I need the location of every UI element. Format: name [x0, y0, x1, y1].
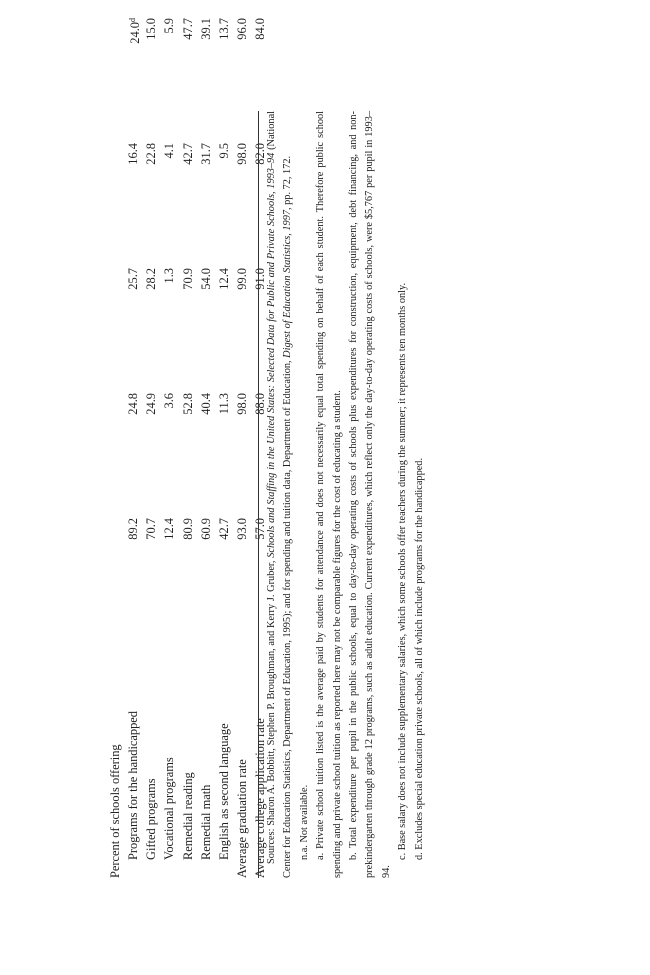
- table-cell: [123, 393, 143, 493]
- table-cell: [178, 518, 198, 618]
- cell-value: 98.0: [235, 393, 250, 415]
- table-cell: [141, 393, 161, 493]
- cell-value: 82.0: [253, 143, 268, 165]
- table-cell: [232, 18, 252, 118]
- cell-value: 98.0: [235, 143, 250, 165]
- cell-value: 25.7: [126, 268, 140, 290]
- row-label: Gifted programs: [144, 778, 159, 860]
- cell-value: 96.0: [235, 18, 250, 40]
- table-cell: [196, 518, 216, 618]
- table-cell: [232, 393, 252, 493]
- cell-value: 22.8: [144, 143, 159, 165]
- table-cell: [178, 18, 198, 118]
- table-cell: [159, 268, 179, 368]
- cell-value: 84.0: [253, 18, 268, 40]
- table-cell: [159, 518, 179, 618]
- cell-value: 39.1: [198, 18, 213, 40]
- cell-value: 12.4: [162, 518, 177, 540]
- cell-value: 9.5: [217, 143, 231, 159]
- cell-value: 24.8: [126, 393, 140, 415]
- table-cell: [141, 518, 161, 618]
- cell-value: 42.7: [180, 143, 195, 165]
- row-label: English as second language: [217, 723, 231, 860]
- cell-value: 31.7: [198, 143, 213, 165]
- cell-value: 12.4: [217, 268, 231, 290]
- table-cell: [178, 393, 198, 493]
- table-cell: [196, 18, 216, 118]
- cell-value: 88.0: [253, 393, 268, 415]
- cell-value: 70.9: [180, 268, 195, 290]
- table-cell: [214, 268, 234, 368]
- cell-value: 89.2: [126, 518, 140, 540]
- table-cell: [178, 268, 198, 368]
- table-cell: [232, 268, 252, 368]
- cell-value: 1.3: [162, 268, 177, 284]
- cell-value: 5.9: [162, 18, 177, 34]
- table-bottom-rule: [258, 111, 259, 878]
- cell-value: 24.9: [144, 393, 159, 415]
- cell-value: 57.0: [253, 518, 268, 540]
- table-cell: [141, 268, 161, 368]
- sources-title-2: Digest of Education Statistics, 1997: [282, 209, 294, 358]
- sources-title-1: Schools and Staffing in the United States: Selected Data for Public and Private Schools, 1993–94: [266, 152, 277, 558]
- cell-value: 40.4: [198, 393, 213, 415]
- note-na: n.a. Not available.: [298, 784, 310, 860]
- cell-value: 3.6: [162, 393, 177, 409]
- cell-value: 16.4: [126, 143, 140, 165]
- table-cell: [178, 143, 198, 243]
- cell-value: 4.1: [162, 143, 177, 159]
- cell-value: 99.0: [235, 268, 250, 290]
- row-label: Average college application rate: [253, 718, 268, 878]
- cell-value: 11.3: [217, 393, 231, 415]
- cell-value: 60.9: [198, 518, 213, 540]
- table-cell: [141, 18, 161, 118]
- table-cell: [214, 143, 234, 243]
- table-cell: [196, 143, 216, 243]
- table-cell: [123, 518, 143, 618]
- table-cell: [159, 143, 179, 243]
- footnote-marker: d: [128, 18, 137, 22]
- table-cell: [232, 518, 252, 618]
- note-a: a. Private school tuition listed is the average paid by students for attendance and does not necessarily equal total spending on behalf of each student. Therefore public school spending and private school tuition as reported here may not be comparable figures for the cost of educating a student.: [315, 111, 343, 878]
- row-label: Remedial reading: [180, 772, 195, 860]
- row-label: Programs for the handicapped: [126, 711, 140, 860]
- table-cell: [123, 268, 143, 368]
- table-cell: [214, 393, 234, 493]
- table-cell: [214, 518, 234, 618]
- row-label: Average graduation rate: [235, 759, 250, 878]
- note-c: c. Base salary does not include supplementary salaries, which some schools offer teachers during the summer; it represents ten months only.: [397, 282, 409, 860]
- cell-value: 24.0: [128, 22, 142, 44]
- row-label: Vocational programs: [162, 757, 177, 860]
- cell-value: 54.0: [198, 268, 213, 290]
- table-cell: [196, 393, 216, 493]
- cell-value: 47.7: [180, 18, 195, 40]
- cell-value: 42.7: [217, 518, 231, 540]
- table-cell: [159, 18, 179, 118]
- cell-value: 93.0: [235, 518, 250, 540]
- note-b: b. Total expenditure per pupil in the public schools, equal to day-to-day operating costs of schools plus expenditures for construction, equipment, debt financing, and non-prekindergarten through grade 12 programs, such as adult education. Current expenditures, which reflect only the day-to-day operating costs of schools, were $5,767 per pupil in 1993–94.: [348, 111, 392, 878]
- sources-note: Sources: Sharon A. Bobbitt, Stephen P. Broughman, and Kerry J. Gruber, Schools and Staffing in the United States: Selected Data for Public and Private Schools, 1993–94 (National Center for Education Statistics, Department of Education, 1995); and for spending and tuition data, Department of Education, Digest of Education Statistics, 1997, pp. 72, 172.: [266, 111, 294, 878]
- cell-value: 15.0: [144, 18, 159, 40]
- table-cell: [123, 143, 143, 243]
- table-cell: [141, 143, 161, 243]
- table-cell: [250, 18, 270, 118]
- rotated-page: Percent of schools offering Programs for the handicapped 89.2 24.8 25.7 16.4 24.0$^d$ Gifted programs 70.7 24.9 28.2 22.8 15.0 Vocational programs 12.4 3.6 1.3 4.1 5.9 Remedial reading 80.9 52.8 70.9 42.7 47.7 Remedial math 60.9 40.4 54.0 31.7 39.1 English as second language 42.7 11.3 12.4 9.5 13.7 Average graduation rate 93.0 98.0 99.0 98.0 96.0 Average college application rate 57.0 88.0 91.0 82.0 84.0 Sources: Sharon A. Bobbitt, Stephen P. Broughman, and Kerry J. Gruber, Schools and Staffing in the United States: Selected Data for Public and Private Schools, 1993–94 (National Center for Education Statistics, Department of Education, 1995); and for spending and tuition data, Department of Education, Digest of Education Statistics, 1997, pp. 72, 172. n.a. Not available. a. Private school tuition listed is the average paid by students for attendance and does not necessarily equal total spending on behalf of each student. Therefore public school spending and private school tuition as reported here may not be comparable figures for the cost of educating a student. b. Total expenditure per pupil in the public schools, equal to day-to-day operating costs of schools plus expenditures for construction, equipment, debt financing, and non-prekindergarten through grade 12 programs, such as adult education. Current expenditures, which reflect only the day-to-day operating costs of schools, were $5,767 per pupil in 1993–94. c. Base salary does not include supplementary salaries, which some schools offer teachers during the summer; it represents ten months only. d. Excludes special education private schools, all of which include programs for the handicapped.: [0, 0, 650, 975]
- cell-value: 70.7: [144, 518, 159, 540]
- table-cell: [196, 268, 216, 368]
- cell-value: 80.9: [180, 518, 195, 540]
- table-cell: [232, 143, 252, 243]
- cell-value: 28.2: [144, 268, 159, 290]
- cell-value: 13.7: [217, 18, 231, 40]
- table-notes: [264, 111, 428, 878]
- cell-value: 91.0: [253, 268, 268, 290]
- cell-value: 52.8: [180, 393, 195, 415]
- table-cell: [214, 18, 234, 118]
- row-label: Remedial math: [198, 784, 213, 860]
- table-cell: [159, 393, 179, 493]
- note-d: d. Excludes special education private schools, all of which include programs for the handicapped.: [413, 457, 425, 860]
